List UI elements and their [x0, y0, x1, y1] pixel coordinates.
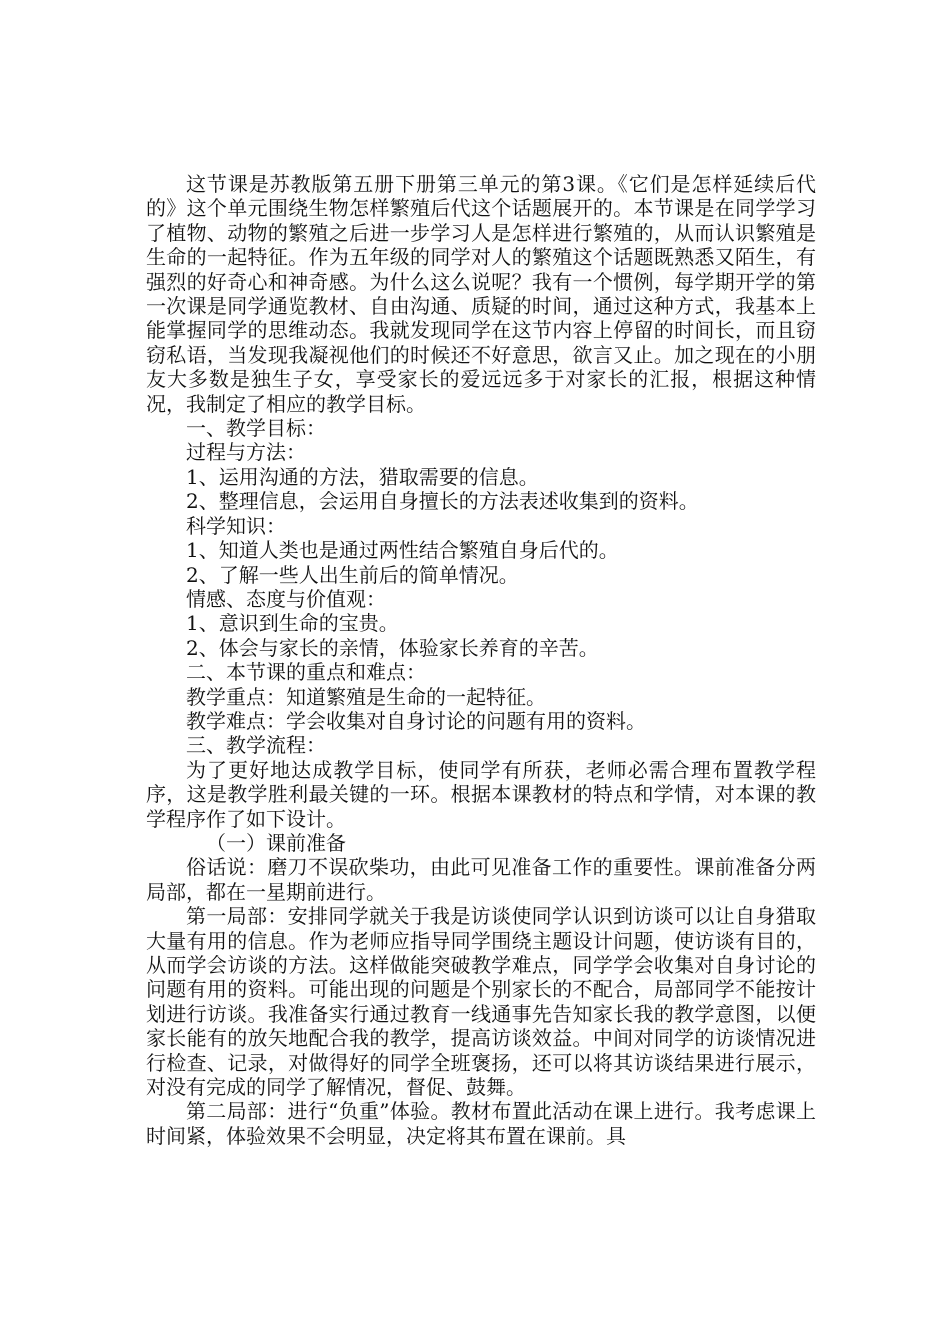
list-item: 1、意识到生命的宝贵。 — [186, 611, 399, 636]
subheading-process: 过程与方法： — [186, 440, 306, 465]
difficult-point: 教学难点：学会收集对自身讨论的问题有用的资料。 — [186, 708, 646, 733]
list-item: 1、运用沟通的方法，猎取需要的信息。 — [186, 464, 539, 489]
section-heading-objectives: 一、教学目标： — [186, 416, 326, 441]
part2-paragraph: 第二局部：进行“负重”体验。教材布置此活动在课上进行。我考虑课上时间紧，体验效果不会明显，决定将其布置在课前。具 — [146, 1099, 816, 1148]
section-heading-key-points: 二、本节课的重点和难点： — [186, 660, 426, 685]
flow-intro-paragraph: 为了更好地达成教学目标，使同学有所获，老师必需合理布置教学程序，这是教学胜利最关键的一环。根据本课教材的特点和学情，对本课的教学程序作了如下设计。 — [146, 757, 816, 831]
section-heading-flow: 三、教学流程： — [186, 733, 326, 758]
list-item: 2、了解一些人出生前后的简单情况。 — [186, 562, 519, 587]
key-point: 教学重点：知道繁殖是生命的一起特征。 — [186, 684, 546, 709]
subheading-preparation: （一）课前准备 — [206, 830, 346, 855]
subheading-knowledge: 科学知识： — [186, 513, 286, 538]
document-body — [146, 172, 816, 1148]
prep-intro-paragraph: 俗话说：磨刀不误砍柴功，由此可见准备工作的重要性。课前准备分两局部，都在一星期前进行。 — [146, 855, 816, 904]
list-item: 2、整理信息，会运用自身擅长的方法表述收集到的资料。 — [186, 489, 699, 514]
part1-paragraph: 第一局部：安排同学就关于我是访谈使同学认识到访谈可以让自身猎取大量有用的信息。作为老师应指导同学围绕主题设计问题，使访谈有目的，从而学会访谈的方法。这样做能突破教学难点，同学学会收集对自身讨论的问题有用的资料。可能出现的问题是个别家长的不配合，局部同学不能按计划进行访谈。我准备实行通过教育一线通事先告知家长我的教学意图，以便家长能有的放矢地配合我的教学，提高访谈效益。中间对同学的访谈情况进行检查、记录，对做得好的同学全班褒扬，还可以将其访谈结果进行展示，对没有完成的同学了解情况，督促、鼓舞。 — [146, 904, 816, 1100]
subheading-emotion: 情感、态度与价值观： — [186, 586, 386, 611]
list-item: 1、知道人类也是通过两性结合繁殖自身后代的。 — [186, 538, 619, 563]
list-item: 2、体会与家长的亲情，体验家长养育的辛苦。 — [186, 635, 599, 660]
intro-paragraph: 这节课是苏教版第五册下册第三单元的第3课。《它们是怎样延续后代的》这个单元围绕生物怎样繁殖后代这个话题展开的。本节课是在同学学习了植物、动物的繁殖之后进一步学习人是怎样进行繁殖的，从而认识繁殖是生命的一起特征。作为五年级的同学对人的繁殖这个话题既熟悉又陌生，有强烈的好奇心和神奇感。为什么这么说呢？我有一个惯例，每学期开学的第一次课是同学通览教材、自由沟通、质疑的时间，通过这种方式，我基本上能掌握同学的思维动态。我就发现同学在这节内容上停留的时间长，而且窃窃私语，当发现我凝视他们的时候还不好意思，欲言又止。加之现在的小朋友大多数是独生子女，享受家长的爱远远多于对家长的汇报，根据这种情况，我制定了相应的教学目标。 — [146, 172, 816, 416]
